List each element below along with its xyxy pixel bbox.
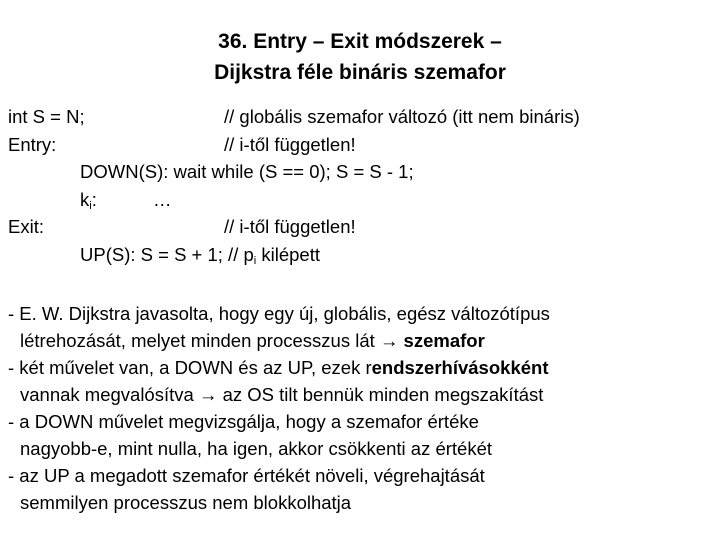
bullet-line: vannak megvalósítva → az OS tilt bennük minden megszakítást: [20, 384, 544, 405]
bullet-item: [8, 354, 720, 408]
code-critical-label: [80, 186, 97, 221]
code-p-subscript: i: [253, 254, 257, 267]
code-comment: // i-től független!: [224, 133, 356, 155]
bullet-line: [8, 327, 720, 354]
bullet-bold-term: endszerhívásokként: [371, 357, 549, 378]
bullet-line: - E. W. Dijkstra javasolta, hogy egy új, globális, egész változótípus: [8, 303, 550, 324]
code-k-subscript: i: [89, 199, 92, 212]
bullet-text: - két művelet van, a DOWN és az UP, ezek r: [8, 357, 372, 378]
code-k-colon: :: [91, 188, 97, 210]
bullet-item: [8, 462, 720, 516]
bullet-line: nagyobb-e, mint nulla, ha igen, akkor csökkenti az értékét: [20, 438, 493, 459]
code-comment: // globális szemafor változó (itt nem bináris): [224, 106, 580, 127]
code-exit-label: Exit:: [8, 216, 44, 237]
bullet-line: - a DOWN művelet megvizsgálja, hogy a szemafor értéke: [8, 411, 479, 432]
bullet-line: [8, 354, 720, 381]
bullet-bold-term: szemafor: [403, 330, 485, 351]
bullet-text: létrehozását, melyet minden processzus lát →: [20, 330, 404, 351]
bullet-item: [8, 300, 720, 354]
code-up-statement: [80, 241, 320, 276]
bullet-item: [8, 408, 720, 462]
slide-title: [0, 26, 720, 88]
code-ellipsis: …: [153, 188, 172, 210]
title-line-2: Dijkstra féle bináris szemafor: [214, 61, 506, 84]
bullet-list: [8, 300, 720, 516]
code-comment: // i-től független!: [224, 216, 356, 237]
bullet-line: semmilyen processzus nem blokkolhatja: [20, 492, 352, 513]
code-up-part-a: UP(S): S = S + 1; // p: [80, 243, 254, 265]
title-line-1: 36. Entry – Exit módszerek –: [218, 30, 502, 53]
code-entry-label: Entry:: [8, 133, 57, 155]
code-up-part-b: kilépett: [256, 243, 320, 265]
code-declaration: int S = N;: [8, 106, 85, 127]
code-down-statement: DOWN(S): wait while (S == 0); S = S - 1;: [80, 161, 414, 182]
bullet-line: - az UP a megadott szemafor értékét növeli, végrehajtását: [8, 465, 485, 486]
code-k: k: [80, 188, 90, 210]
